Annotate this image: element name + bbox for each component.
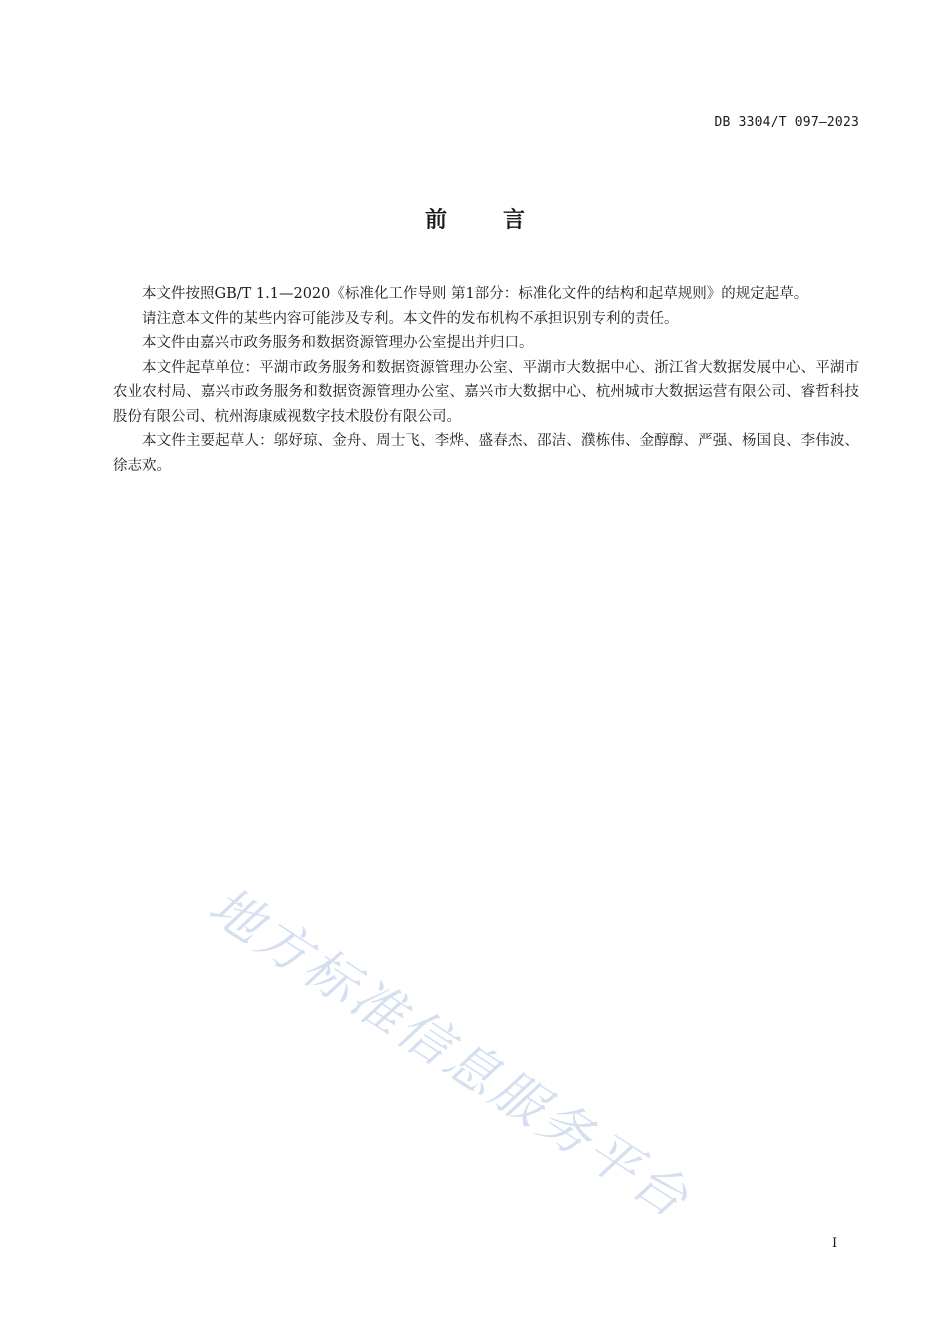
paragraph-patent-notice: 请注意本文件的某些内容可能涉及专利。本文件的发布机构不承担识别专利的责任。 (142, 310, 679, 327)
title-char-1: 前 (424, 208, 447, 233)
paragraph-drafting-basis: 本文件按照GB/T 1.1—2020《标准化工作导则 第1部分：标准化文件的结构和起草规则》的规定起草。 (142, 286, 809, 302)
title-char-2: 言 (503, 208, 526, 233)
paragraph-drafting-units: 本文件起草单位：平湖市政务服务和数据资源管理办公室、平湖市大数据中心、浙江省大数据发展中心、平湖市农业农村局、嘉兴市政务服务和数据资源管理办公室、嘉兴市大数据中心、杭州城市大数据运营有限公司、睿哲科技股份有限公司、杭州海康威视数字技术股份有限公司。 (113, 359, 859, 425)
page-title (0, 203, 950, 234)
page-number: I (832, 1236, 838, 1251)
paragraph-proposer: 本文件由嘉兴市政务服务和数据资源管理办公室提出并归口。 (142, 335, 534, 351)
document-code: DB 3304/T 097—2023 (714, 115, 859, 130)
foreword-body (113, 282, 859, 478)
paragraph-drafters: 本文件主要起草人：邬妤琼、金舟、周士飞、李烨、盛春杰、邵洁、濮栋伟、金醇醇、严强、杨国良、李伟波、徐志欢。 (113, 433, 859, 474)
watermark: 地方标准信息服务平台 (198, 875, 701, 1232)
